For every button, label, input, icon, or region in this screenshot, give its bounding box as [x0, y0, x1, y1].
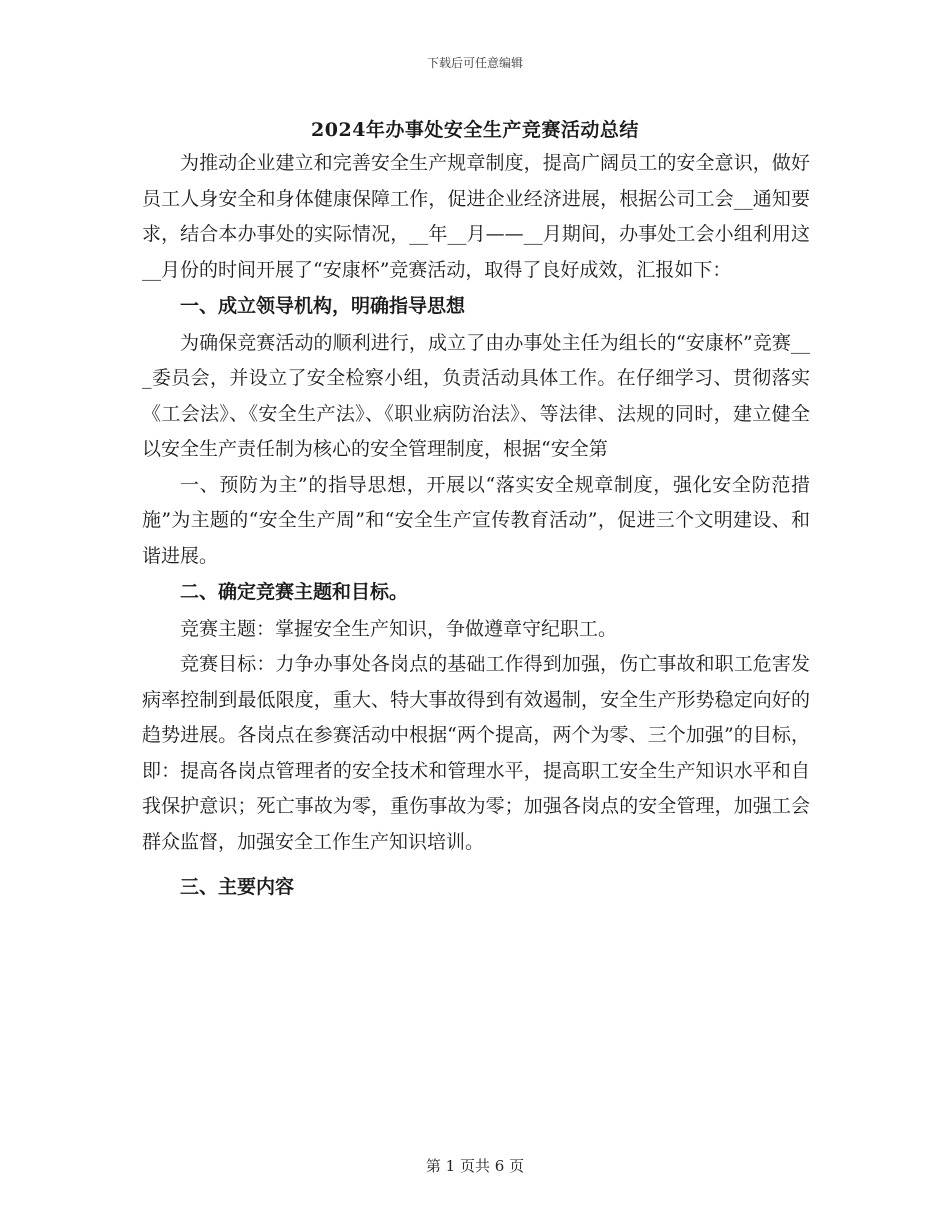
- section-heading-3: 三、主要内容: [180, 876, 295, 898]
- paragraph-leadership: 为确保竞赛活动的顺利进行，成立了由办事处主任为组长的“安康杯”竞赛___委员会，并设立了安全检察小组，负责活动具体工作。在仔细学习、贯彻落实《工会法》、《安全生产法》、《职业病防治法》、等法律、法规的同时，建立健全以安全生产责任制为核心的安全管理制度，根据“安全第: [142, 331, 810, 460]
- page-header-note: 下载后可任意编辑: [426, 56, 523, 70]
- paragraph-guiding-thought: 一、预防为主”的指导思想，开展以“落实安全规章制度，强化安全防范措施”为主题的“安全生产周”和“安全生产宣传教育活动”，促进三个文明建设、和谐进展。: [142, 473, 810, 567]
- paragraph-goals: 竞赛目标：力争办事处各岗点的基础工作得到加强，伤亡事故和职工危害发病率控制到最低限度，重大、特大事故得到有效遏制，安全生产形势稳定向好的趋势进展。各岗点在参赛活动中根据“两个提高，两个为零、三个加强”的目标，即：提高各岗点管理者的安全技术和管理水平，提高职工安全生产知识水平和自我保护意识；死亡事故为零，重伤事故为零；加强各岗点的安全管理，加强工会群众监督，加强安全工作生产知识培训。: [142, 653, 810, 853]
- paragraph-intro: 为推动企业建立和完善安全生产规章制度，提高广阔员工的安全意识，做好员工人身安全和身体健康保障工作，促进企业经济进展，根据公司工会__通知要求，结合本办事处的实际情况，__年__月——__月期间，办事处工会小组利用这__月份的时间开展了“安康杯”竞赛活动，取得了良好成效，汇报如下：: [142, 152, 810, 281]
- section-heading-2: 二、确定竞赛主题和目标。: [180, 581, 409, 603]
- section-heading-1: 一、成立领导机构，明确指导思想: [180, 295, 466, 317]
- paragraph-theme: 竞赛主题：掌握安全生产知识，争做遵章守纪职工。: [180, 617, 618, 640]
- page-number-footer: 第 1 页共 6 页: [425, 1157, 525, 1175]
- document-title: 2024年办事处安全生产竞赛活动总结: [311, 119, 639, 141]
- document-body: [142, 146, 810, 907]
